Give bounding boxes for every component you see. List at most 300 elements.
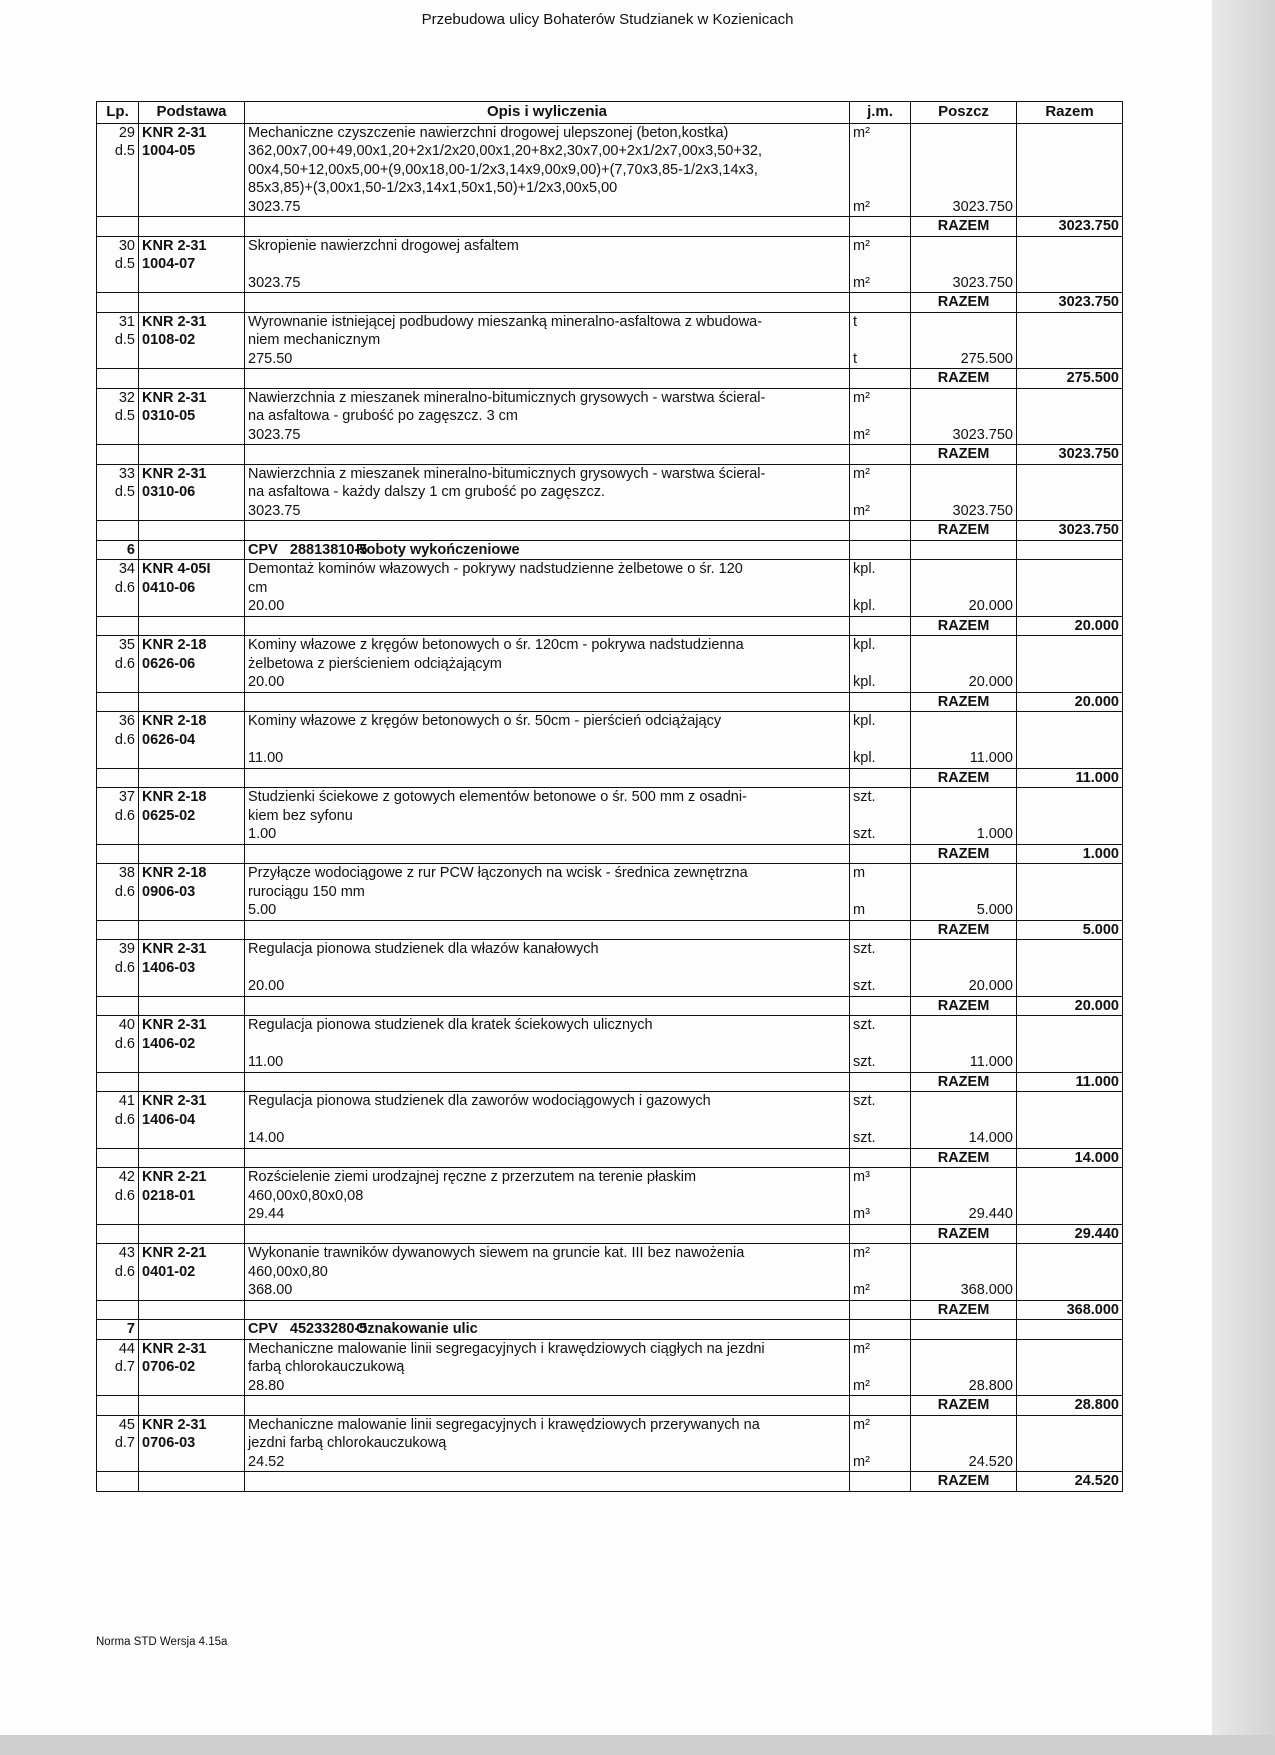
basis-cell — [139, 388, 245, 445]
unit-cell — [850, 560, 911, 617]
total-label: RAZEM — [911, 1072, 1017, 1092]
description-line: rurociągu 150 mm — [248, 883, 365, 900]
total-value: 3023.750 — [1017, 445, 1123, 465]
unit: kpl. — [853, 561, 876, 577]
description-line: Mechaniczne malowanie linii segregacyjnych i krawędziowych przerywanych na — [248, 1416, 760, 1433]
empty-cell — [139, 369, 245, 389]
total-row — [97, 1072, 1123, 1092]
cpv-code: CPV 45233280-5 — [248, 1321, 368, 1337]
position-number: 41 — [118, 1093, 135, 1109]
chapter-ref: d.6 — [114, 1035, 135, 1052]
empty-cell — [1017, 1168, 1123, 1225]
quantity-value: 275.500 — [960, 350, 1013, 367]
basis-code: 1406-02 — [142, 1035, 196, 1052]
description-line: Nawierzchnia z mieszanek mineralno-bitumicznych grysowych - warstwa ścieral- — [248, 465, 766, 482]
unit: szt. — [853, 1017, 876, 1033]
quantity-cell — [911, 864, 1017, 921]
description-cell — [245, 712, 850, 769]
empty-cell — [850, 1224, 911, 1244]
description-cell — [245, 312, 850, 369]
description-line: farbą chlorokauczukową — [248, 1359, 405, 1375]
description-line — [248, 255, 846, 274]
chapter-ref: d.6 — [114, 883, 135, 900]
basis-cell — [139, 312, 245, 369]
total-label: RAZEM — [911, 1224, 1017, 1244]
basis-code: 0906-03 — [142, 883, 196, 900]
empty-cell — [139, 692, 245, 712]
description-line: 460,00x0,80 — [248, 1263, 328, 1280]
unit-cell — [850, 1415, 911, 1472]
unit-cell — [850, 712, 911, 769]
quantity-value: 20.000 — [968, 674, 1013, 690]
empty-cell — [139, 293, 245, 313]
description-cell — [245, 1244, 850, 1301]
total-label: RAZEM — [911, 1148, 1017, 1168]
column-header-opis: Opis i wyliczenia — [245, 102, 850, 124]
position-number: 31 — [118, 313, 135, 330]
basis-code: KNR 2-18 — [142, 865, 207, 881]
section-title — [245, 540, 850, 560]
unit: kpl. — [853, 637, 876, 653]
chapter-ref: d.6 — [114, 579, 135, 596]
quantity-value: 29.440 — [968, 1206, 1013, 1222]
empty-cell — [139, 1396, 245, 1416]
total-value: 20.000 — [1017, 616, 1123, 636]
table-row — [97, 312, 1123, 369]
basis-cell — [139, 464, 245, 521]
calculation-result: 24.52 — [248, 1453, 285, 1470]
description-line: na asfaltowa - grubość po zagęszcz. 3 cm — [248, 408, 518, 424]
empty-cell — [139, 768, 245, 788]
quantity-cell — [911, 236, 1017, 293]
total-value: 3023.750 — [1017, 293, 1123, 313]
description-line: Demontaż kominów włazowych - pokrywy nadstudzienne żelbetowe o śr. 120 — [248, 561, 743, 577]
empty-cell — [245, 217, 850, 237]
position-cell — [97, 1415, 139, 1472]
empty-cell — [1017, 1244, 1123, 1301]
empty-cell — [139, 445, 245, 465]
position-cell — [97, 1016, 139, 1073]
empty-cell — [850, 920, 911, 940]
unit: kpl. — [853, 713, 876, 729]
total-label: RAZEM — [911, 293, 1017, 313]
scan-margin-right — [1212, 0, 1275, 1755]
total-value: 1.000 — [1017, 844, 1123, 864]
table-row — [97, 560, 1123, 617]
empty-cell — [97, 1224, 139, 1244]
empty-cell — [97, 445, 139, 465]
position-number: 40 — [118, 1017, 135, 1033]
description-line: Mechaniczne malowanie linii segregacyjnych i krawędziowych ciągłych na jezdni — [248, 1340, 765, 1357]
basis-cell — [139, 123, 245, 217]
basis-code: KNR 2-18 — [142, 713, 207, 729]
empty-cell — [245, 1072, 850, 1092]
position-cell — [97, 788, 139, 845]
description-cell — [245, 464, 850, 521]
total-label: RAZEM — [911, 369, 1017, 389]
description-line: Nawierzchnia z mieszanek mineralno-bitumicznych grysowych - warstwa ścieral- — [248, 389, 766, 406]
total-row — [97, 920, 1123, 940]
cpv-code: CPV 28813810-5 — [248, 541, 368, 558]
position-number: 44 — [118, 1340, 135, 1357]
empty-cell — [245, 1224, 850, 1244]
calculation-result: 29.44 — [248, 1206, 285, 1222]
quantity-cell — [911, 712, 1017, 769]
total-value: 3023.750 — [1017, 521, 1123, 541]
table-row — [97, 864, 1123, 921]
total-label: RAZEM — [911, 1472, 1017, 1492]
total-label: RAZEM — [911, 844, 1017, 864]
empty-cell — [97, 616, 139, 636]
total-value: 275.500 — [1017, 369, 1123, 389]
description-line: Regulacja pionowa studzienek dla włazów kanałowych — [248, 941, 599, 957]
unit: szt. — [853, 1130, 876, 1146]
quantity-value: 24.520 — [968, 1453, 1013, 1470]
unit: kpl. — [853, 674, 876, 690]
empty-cell — [97, 1396, 139, 1416]
total-value: 14.000 — [1017, 1148, 1123, 1168]
empty-cell — [850, 996, 911, 1016]
unit-cell — [850, 940, 911, 997]
unit: kpl. — [853, 750, 876, 766]
document-title: Przebudowa ulicy Bohaterów Studzianek w Kozienicach — [421, 11, 794, 28]
empty-cell — [1017, 712, 1123, 769]
empty-cell — [139, 616, 245, 636]
table-row — [97, 123, 1123, 217]
basis-code: 0310-05 — [142, 408, 196, 424]
total-row — [97, 445, 1123, 465]
empty-cell — [850, 692, 911, 712]
unit: szt. — [853, 1054, 876, 1070]
table-row — [97, 788, 1123, 845]
table-row — [97, 236, 1123, 293]
quantity-cell — [911, 388, 1017, 445]
basis-cell — [139, 236, 245, 293]
quantity-value: 28.800 — [968, 1377, 1013, 1394]
empty-cell — [139, 540, 245, 560]
chapter-ref: d.6 — [114, 1111, 135, 1128]
chapter-ref: d.5 — [114, 484, 135, 500]
basis-cell — [139, 864, 245, 921]
position-cell — [97, 560, 139, 617]
empty-cell — [850, 1300, 911, 1320]
position-number: 42 — [118, 1169, 135, 1185]
empty-cell — [1017, 1320, 1123, 1340]
chapter-ref: d.5 — [114, 256, 135, 272]
unit: m³ — [853, 1169, 870, 1185]
table-row — [97, 712, 1123, 769]
quantity-value: 3023.750 — [952, 502, 1013, 519]
position-number: 29 — [118, 124, 135, 141]
total-label: RAZEM — [911, 521, 1017, 541]
empty-cell — [1017, 464, 1123, 521]
basis-code: 1004-07 — [142, 256, 196, 272]
total-row — [97, 521, 1123, 541]
table-header-row — [97, 102, 1123, 124]
software-version-note: Norma STD Wersja 4.15a — [96, 1636, 228, 1648]
quantity-value: 5.000 — [976, 902, 1013, 918]
empty-cell — [850, 1072, 911, 1092]
unit: m³ — [853, 1206, 870, 1222]
quantity-value: 14.000 — [968, 1130, 1013, 1146]
basis-cell — [139, 560, 245, 617]
table-row — [97, 1168, 1123, 1225]
empty-cell — [850, 445, 911, 465]
section-row — [97, 540, 1123, 560]
empty-cell — [1017, 540, 1123, 560]
empty-cell — [245, 1300, 850, 1320]
total-row — [97, 217, 1123, 237]
basis-code: KNR 2-31 — [142, 1416, 207, 1433]
position-cell — [97, 123, 139, 217]
unit: m² — [853, 124, 870, 141]
empty-cell — [1017, 1016, 1123, 1073]
empty-cell — [245, 293, 850, 313]
basis-code: 0625-02 — [142, 807, 196, 824]
basis-code: KNR 2-21 — [142, 1169, 207, 1185]
description-line: Studzienki ściekowe z gotowych elementów betonowe o śr. 500 mm z osadni- — [248, 789, 747, 805]
empty-cell — [97, 1472, 139, 1492]
empty-cell — [139, 217, 245, 237]
total-row — [97, 692, 1123, 712]
unit: szt. — [853, 826, 876, 842]
position-cell — [97, 1168, 139, 1225]
description-line — [248, 1111, 846, 1130]
basis-code: 0310-06 — [142, 484, 196, 500]
description-line: 362,00x7,00+49,00x1,20+2x1/2x20,00x1,20+8x2,30x7,00+2x1/2x7,00x3,50+32, — [248, 143, 762, 159]
total-value: 11.000 — [1017, 1072, 1123, 1092]
empty-cell — [850, 217, 911, 237]
unit: szt. — [853, 978, 876, 994]
table-row — [97, 464, 1123, 521]
calculation-result: 11.00 — [248, 1054, 284, 1070]
unit: m² — [853, 1416, 870, 1433]
total-label: RAZEM — [911, 1396, 1017, 1416]
quantity-cell — [911, 940, 1017, 997]
total-row — [97, 768, 1123, 788]
chapter-ref: d.5 — [114, 408, 135, 424]
empty-cell — [139, 920, 245, 940]
position-number: 30 — [118, 237, 135, 254]
empty-cell — [1017, 560, 1123, 617]
basis-code: KNR 2-31 — [142, 124, 207, 141]
position-cell — [97, 636, 139, 693]
total-value: 28.800 — [1017, 1396, 1123, 1416]
empty-cell — [850, 1320, 911, 1340]
empty-cell — [850, 369, 911, 389]
description-line: cm — [248, 579, 268, 596]
basis-code: 0108-02 — [142, 332, 196, 348]
calculation-result: 3023.75 — [248, 274, 301, 291]
calculation-result: 3023.75 — [248, 198, 301, 215]
total-value: 368.000 — [1017, 1300, 1123, 1320]
unit-cell — [850, 1092, 911, 1149]
total-row — [97, 1300, 1123, 1320]
total-value: 24.520 — [1017, 1472, 1123, 1492]
empty-cell — [245, 768, 850, 788]
unit: t — [853, 350, 858, 367]
total-row — [97, 369, 1123, 389]
calculation-result: 20.00 — [248, 598, 285, 614]
table-row — [97, 1016, 1123, 1073]
chapter-ref: d.6 — [114, 655, 135, 672]
unit-cell — [850, 1168, 911, 1225]
total-value: 3023.750 — [1017, 217, 1123, 237]
section-number: 6 — [97, 540, 139, 560]
basis-code: KNR 2-21 — [142, 1245, 207, 1261]
basis-code: KNR 2-31 — [142, 389, 207, 406]
description-line — [248, 1035, 846, 1054]
total-label: RAZEM — [911, 692, 1017, 712]
quantity-cell — [911, 312, 1017, 369]
calculation-result: 5.00 — [248, 902, 277, 918]
quantity-cell — [911, 1415, 1017, 1472]
quantity-value: 1.000 — [976, 826, 1013, 842]
unit: szt. — [853, 941, 876, 957]
quantity-cell — [911, 1016, 1017, 1073]
unit: m² — [853, 465, 870, 482]
quantity-cell — [911, 123, 1017, 217]
total-label: RAZEM — [911, 996, 1017, 1016]
empty-cell — [850, 540, 911, 560]
description-cell — [245, 864, 850, 921]
unit-cell — [850, 636, 911, 693]
calculation-result: 11.00 — [248, 750, 284, 766]
position-number: 36 — [118, 713, 135, 729]
empty-cell — [139, 1148, 245, 1168]
empty-cell — [1017, 388, 1123, 445]
total-value: 20.000 — [1017, 692, 1123, 712]
quantity-cell — [911, 1244, 1017, 1301]
basis-cell — [139, 1415, 245, 1472]
total-row — [97, 1396, 1123, 1416]
empty-cell — [97, 369, 139, 389]
total-value: 29.440 — [1017, 1224, 1123, 1244]
position-cell — [97, 464, 139, 521]
calculation-result: 28.80 — [248, 1377, 285, 1394]
empty-cell — [245, 1472, 850, 1492]
basis-code: 0218-01 — [142, 1187, 196, 1204]
description-line: Rozścielenie ziemi urodzajnej ręczne z przerzutem na terenie płaskim — [248, 1169, 697, 1185]
empty-cell — [97, 521, 139, 541]
position-cell — [97, 940, 139, 997]
unit: m — [853, 865, 866, 881]
basis-code: KNR 2-31 — [142, 941, 207, 957]
total-label: RAZEM — [911, 920, 1017, 940]
section-number: 7 — [97, 1320, 139, 1340]
empty-cell — [1017, 236, 1123, 293]
total-row — [97, 293, 1123, 313]
unit-cell — [850, 864, 911, 921]
quantity-value: 3023.750 — [952, 426, 1013, 443]
unit: m² — [853, 198, 870, 215]
unit: szt. — [853, 1093, 876, 1109]
basis-cell — [139, 1244, 245, 1301]
basis-code: 0401-02 — [142, 1263, 196, 1280]
empty-cell — [245, 445, 850, 465]
total-row — [97, 1472, 1123, 1492]
basis-cell — [139, 940, 245, 997]
empty-cell — [850, 768, 911, 788]
empty-cell — [1017, 940, 1123, 997]
empty-cell — [1017, 1092, 1123, 1149]
empty-cell — [245, 1148, 850, 1168]
empty-cell — [911, 1320, 1017, 1340]
basis-code: KNR 2-18 — [142, 637, 207, 653]
quantity-value: 3023.750 — [952, 198, 1013, 215]
position-number: 32 — [118, 389, 135, 406]
empty-cell — [139, 844, 245, 864]
unit-cell — [850, 1016, 911, 1073]
description-line: 460,00x0,80x0,08 — [248, 1187, 364, 1204]
empty-cell — [245, 616, 850, 636]
total-label: RAZEM — [911, 616, 1017, 636]
description-line: Regulacja pionowa studzienek dla zaworów wodociągowych i gazowych — [248, 1093, 711, 1109]
position-cell — [97, 1092, 139, 1149]
empty-cell — [97, 768, 139, 788]
unit: m — [853, 902, 866, 918]
unit-cell — [850, 236, 911, 293]
basis-code: 0706-03 — [142, 1435, 196, 1451]
basis-code: 1004-05 — [142, 143, 196, 159]
description-line: Skropienie nawierzchni drogowej asfaltem — [248, 237, 519, 254]
quantity-cell — [911, 636, 1017, 693]
basis-code: KNR 2-18 — [142, 789, 207, 805]
basis-cell — [139, 636, 245, 693]
description-line: Mechaniczne czyszczenie nawierzchni drogowej ulepszonej (beton,kostka) — [248, 124, 729, 141]
basis-cell — [139, 1016, 245, 1073]
chapter-ref: d.5 — [114, 143, 135, 159]
empty-cell — [97, 1300, 139, 1320]
calculation-result: 14.00 — [248, 1130, 285, 1146]
basis-code: KNR 4-05I — [142, 561, 211, 577]
basis-code: KNR 2-31 — [142, 237, 207, 254]
empty-cell — [245, 920, 850, 940]
empty-cell — [97, 920, 139, 940]
section-title — [245, 1320, 850, 1340]
position-number: 45 — [118, 1416, 135, 1433]
total-row — [97, 996, 1123, 1016]
empty-cell — [139, 1472, 245, 1492]
quantity-value: 11.000 — [969, 1054, 1013, 1070]
quantity-cell — [911, 464, 1017, 521]
table-row — [97, 940, 1123, 997]
empty-cell — [1017, 312, 1123, 369]
quantity-cell — [911, 1168, 1017, 1225]
description-line: Kominy włazowe z kręgów betonowych o śr. 50cm - pierścień odciążający — [248, 713, 722, 729]
section-name: Roboty wykończeniowe — [356, 541, 520, 558]
description-line: Przyłącze wodociągowe z rur PCW łączonych na wcisk - średnica zewnętrzna — [248, 865, 748, 881]
column-header-poszcz: Poszcz — [911, 102, 1017, 124]
basis-cell — [139, 788, 245, 845]
position-number: 35 — [118, 637, 135, 653]
unit: m² — [853, 1340, 870, 1357]
chapter-ref: d.6 — [114, 1263, 135, 1280]
table-row — [97, 1092, 1123, 1149]
empty-cell — [245, 692, 850, 712]
description-line: 00x4,50+12,00x5,00+(9,00x18,00-1/2x3,14x9,00x9,00)+(7,70x3,85-1/2x3,14x3, — [248, 161, 758, 178]
cost-estimate-table — [96, 101, 1123, 1492]
description-line: żelbetowa z pierścieniem odciążającym — [248, 655, 502, 672]
empty-cell — [97, 217, 139, 237]
quantity-value: 20.000 — [968, 598, 1013, 614]
unit: m² — [853, 1282, 870, 1298]
empty-cell — [245, 521, 850, 541]
position-number: 37 — [118, 789, 135, 805]
basis-cell — [139, 1092, 245, 1149]
basis-code: KNR 2-31 — [142, 465, 207, 482]
unit: m² — [853, 274, 870, 291]
